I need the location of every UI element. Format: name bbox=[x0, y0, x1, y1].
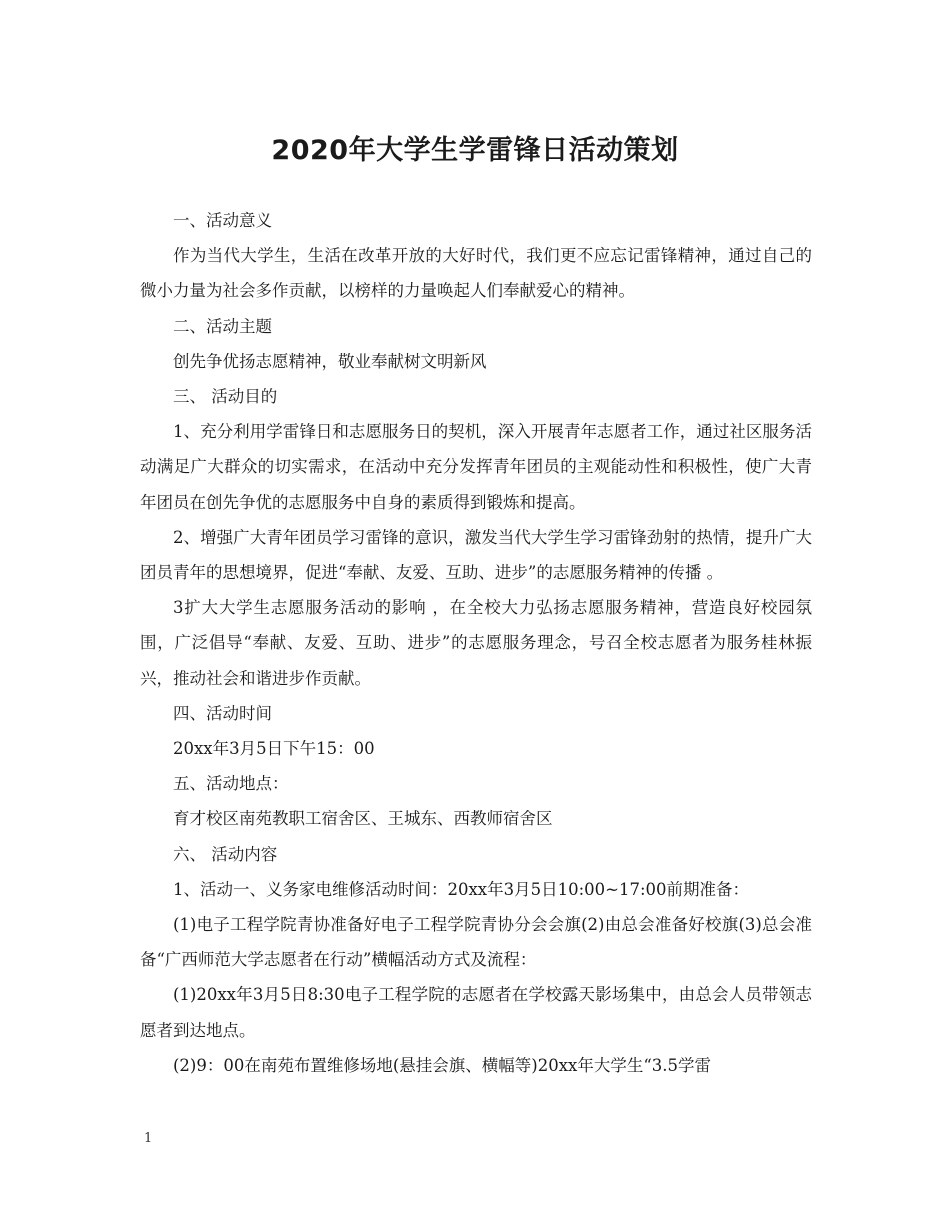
paragraph-location: 育才校区南苑教职工宿舍区、王城东、西教师宿舍区 bbox=[173, 809, 553, 829]
paragraph-content-preparation: (1)电子工程学院青协准备好电子工程学院青协分会会旗(2)由总会准备好校旗(3)总会准备“广西师范大学志愿者在行动”横幅活动方式及流程： bbox=[140, 915, 812, 970]
document-title: 2020年大学生学雷锋日活动策划 bbox=[271, 135, 679, 166]
section-heading-time: 四、活动时间 bbox=[173, 703, 272, 723]
paragraph-purpose-2: 2、增强广大青年团员学习雷锋的意识，激发当代大学生学习雷锋劲射的热情，提升广大团员青年的思想境界，促进“奉献、友爱、互助、进步”的志愿服务精神的传播 。 bbox=[140, 527, 812, 583]
section-heading-significance: 一、活动意义 bbox=[173, 211, 272, 230]
section-heading-location: 五、活动地点： bbox=[173, 774, 289, 794]
paragraph-content-step-2: (2)9：00在南苑布置维修场地(悬挂会旗、横幅等)20xx年大学生“3.5学雷 bbox=[173, 1055, 712, 1075]
section-heading-content: 六、 活动内容 bbox=[173, 844, 278, 864]
section-heading-theme: 二、活动主题 bbox=[173, 316, 272, 336]
page-number: 1 bbox=[144, 1131, 153, 1146]
paragraph-time: 20xx年3月5日下午15：00 bbox=[173, 739, 375, 759]
section-heading-purpose: 三、 活动目的 bbox=[173, 387, 278, 407]
paragraph-content-activity-1: 1、活动一、义务家电维修活动时间：20xx年3月5日10:00~17:00前期准备： bbox=[173, 879, 750, 899]
document-body bbox=[140, 203, 812, 1083]
paragraph-theme: 创先争优扬志愿精神，敬业奉献树文明新风 bbox=[173, 351, 487, 371]
paragraph-purpose-1: 1、充分利用学雷锋日和志愿服务日的契机，深入开展青年志愿者工作，通过社区服务活动满足广大群众的切实需求，在活动中充分发挥青年团员的主观能动性和积极性，使广大青年团员在创先争优的志愿服务中自身的素质得到锻炼和提高。 bbox=[140, 422, 812, 512]
paragraph-purpose-3: 3扩大大学生志愿服务活动的影响 ，在全校大力弘扬志愿服务精神，营造良好校园氛围，广泛倡导“奉献、友爱、互助、进步”的志愿服务理念，号召全校志愿者为服务桂林振兴，推动社会和谐进步作贡献。 bbox=[140, 598, 812, 688]
paragraph-significance: 作为当代大学生，生活在改革开放的大好时代，我们更不应忘记雷锋精神，通过自己的微小力量为社会多作贡献，以榜样的力量唤起人们奉献爱心的精神。 bbox=[140, 246, 812, 301]
paragraph-content-step-1: (1)20xx年3月5日8:30电子工程学院的志愿者在学校露天影场集中，由总会人员带领志愿者到达地点。 bbox=[140, 985, 812, 1040]
